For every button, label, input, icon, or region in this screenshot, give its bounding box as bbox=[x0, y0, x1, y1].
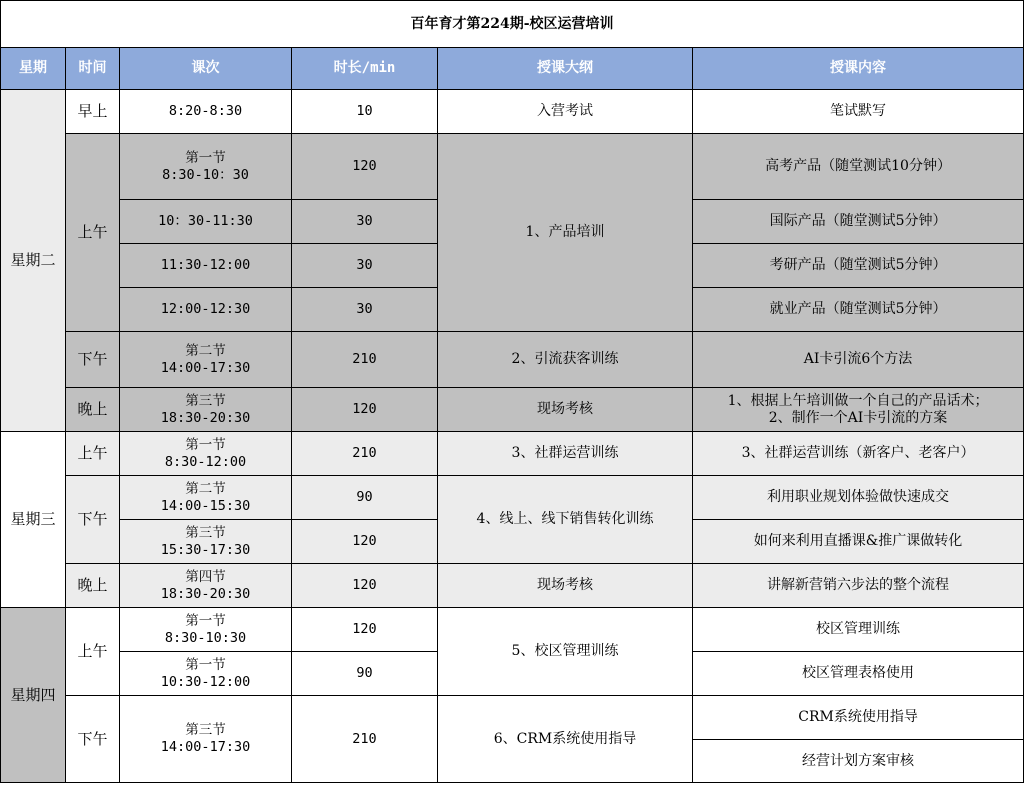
table-row bbox=[1, 564, 1024, 608]
content-cell: 国际产品（随堂测试5分钟） bbox=[693, 200, 1024, 244]
session-number: 第四节 bbox=[185, 568, 226, 585]
session-number: 第一节 bbox=[185, 656, 226, 673]
table-row bbox=[1, 388, 1024, 432]
content-cell: 考研产品（随堂测试5分钟） bbox=[693, 244, 1024, 288]
session-cell bbox=[120, 652, 292, 696]
session-time: 14:00-17:30 bbox=[160, 359, 251, 376]
outline-cell: 现场考核 bbox=[438, 564, 693, 608]
duration-cell: 210 bbox=[292, 432, 438, 476]
day-thursday: 星期四 bbox=[1, 608, 66, 783]
session-number: 第一节 bbox=[185, 149, 226, 166]
session-time: 14:00-15:30 bbox=[160, 497, 251, 514]
duration-cell: 210 bbox=[292, 332, 438, 388]
day-wednesday: 星期三 bbox=[1, 432, 66, 608]
session-number: 第三节 bbox=[185, 524, 226, 541]
session-time: 15:30-17:30 bbox=[160, 541, 251, 558]
duration-cell: 120 bbox=[292, 520, 438, 564]
session-cell bbox=[120, 564, 292, 608]
content-cell: 如何来利用直播课&推广课做转化 bbox=[693, 520, 1024, 564]
content-cell: CRM系统使用指导 bbox=[693, 696, 1024, 740]
session-time: 8:30-10:30 bbox=[164, 629, 247, 646]
content-cell: 利用职业规划体验做快速成交 bbox=[693, 476, 1024, 520]
session-cell bbox=[120, 332, 292, 388]
content-line: 1、根据上午培训做一个自己的产品话术； bbox=[727, 392, 989, 409]
session-number: 第一节 bbox=[185, 612, 226, 629]
session-time: 8:30-12:00 bbox=[164, 453, 247, 470]
content-cell: 就业产品（随堂测试5分钟） bbox=[693, 288, 1024, 332]
session-cell bbox=[120, 476, 292, 520]
duration-cell: 120 bbox=[292, 134, 438, 200]
session-number: 第三节 bbox=[185, 392, 226, 409]
period-cell: 下午 bbox=[66, 696, 120, 783]
outline-cell: 2、引流获客训练 bbox=[438, 332, 693, 388]
content-cell: 校区管理训练 bbox=[693, 608, 1024, 652]
outline-cell: 4、线上、线下销售转化训练 bbox=[438, 476, 693, 564]
period-cell: 早上 bbox=[66, 90, 120, 134]
outline-cell: 现场考核 bbox=[438, 388, 693, 432]
table-row bbox=[1, 90, 1024, 134]
header-session: 课次 bbox=[120, 48, 292, 90]
outline-cell: 5、校区管理训练 bbox=[438, 608, 693, 696]
duration-cell: 90 bbox=[292, 652, 438, 696]
header-row bbox=[1, 48, 1024, 90]
session-number: 第二节 bbox=[185, 480, 226, 497]
content-cell: 笔试默写 bbox=[693, 90, 1024, 134]
outline-cell: 6、CRM系统使用指导 bbox=[438, 696, 693, 783]
outline-cell: 1、产品培训 bbox=[438, 134, 693, 332]
session-cell: 10：30-11:30 bbox=[120, 200, 292, 244]
duration-cell: 30 bbox=[292, 244, 438, 288]
session-time: 8:30-10：30 bbox=[162, 166, 249, 183]
content-cell: AI卡引流6个方法 bbox=[693, 332, 1024, 388]
session-cell bbox=[120, 432, 292, 476]
duration-cell: 210 bbox=[292, 696, 438, 783]
content-cell: 3、社群运营训练（新客户、老客户） bbox=[693, 432, 1024, 476]
duration-cell: 90 bbox=[292, 476, 438, 520]
duration-cell: 120 bbox=[292, 388, 438, 432]
period-cell: 晚上 bbox=[66, 388, 120, 432]
session-time: 14:00-17:30 bbox=[160, 739, 251, 755]
content-cell: 校区管理表格使用 bbox=[693, 652, 1024, 696]
table-row bbox=[1, 476, 1024, 520]
content-cell bbox=[693, 388, 1024, 432]
session-cell bbox=[120, 134, 292, 200]
header-outline: 授课大纲 bbox=[438, 48, 693, 90]
duration-cell: 120 bbox=[292, 608, 438, 652]
session-time: 18:30-20:30 bbox=[160, 409, 251, 426]
header-day: 星期 bbox=[1, 48, 66, 90]
header-duration: 时长/min bbox=[292, 48, 438, 90]
day-tuesday: 星期二 bbox=[1, 90, 66, 432]
session-cell: 11:30-12:00 bbox=[120, 244, 292, 288]
session-number: 第二节 bbox=[185, 342, 226, 359]
session-cell: 12:00-12:30 bbox=[120, 288, 292, 332]
period-cell: 下午 bbox=[66, 332, 120, 388]
content-cell: 高考产品（随堂测试10分钟） bbox=[693, 134, 1024, 200]
period-cell: 上午 bbox=[66, 608, 120, 696]
title-row bbox=[1, 1, 1024, 48]
session-number: 第一节 bbox=[185, 436, 226, 453]
duration-cell: 30 bbox=[292, 200, 438, 244]
header-period: 时间 bbox=[66, 48, 120, 90]
content-cell: 讲解新营销六步法的整个流程 bbox=[693, 564, 1024, 608]
session-number: 第三节 bbox=[185, 722, 226, 738]
outline-cell: 入营考试 bbox=[438, 90, 693, 134]
session-cell bbox=[120, 520, 292, 564]
session-time: 18:30-20:30 bbox=[160, 585, 251, 602]
table-row bbox=[1, 696, 1024, 740]
period-cell: 上午 bbox=[66, 134, 120, 332]
content-line: 2、制作一个AI卡引流的方案 bbox=[768, 409, 948, 426]
table-row bbox=[1, 134, 1024, 200]
duration-cell: 10 bbox=[292, 90, 438, 134]
duration-cell: 30 bbox=[292, 288, 438, 332]
session-cell: 8:20-8:30 bbox=[120, 90, 292, 134]
period-cell: 下午 bbox=[66, 476, 120, 564]
table-title: 百年育才第224期-校区运营培训 bbox=[1, 1, 1024, 48]
content-cell: 经营计划方案审核 bbox=[693, 740, 1024, 783]
session-cell bbox=[120, 388, 292, 432]
session-time: 10:30-12:00 bbox=[160, 673, 251, 690]
table-row bbox=[1, 608, 1024, 652]
period-cell: 晚上 bbox=[66, 564, 120, 608]
duration-cell: 120 bbox=[292, 564, 438, 608]
header-content: 授课内容 bbox=[693, 48, 1024, 90]
table-row bbox=[1, 432, 1024, 476]
table-row bbox=[1, 332, 1024, 388]
outline-cell: 3、社群运营训练 bbox=[438, 432, 693, 476]
session-cell bbox=[120, 696, 292, 783]
session-cell bbox=[120, 608, 292, 652]
period-cell: 上午 bbox=[66, 432, 120, 476]
